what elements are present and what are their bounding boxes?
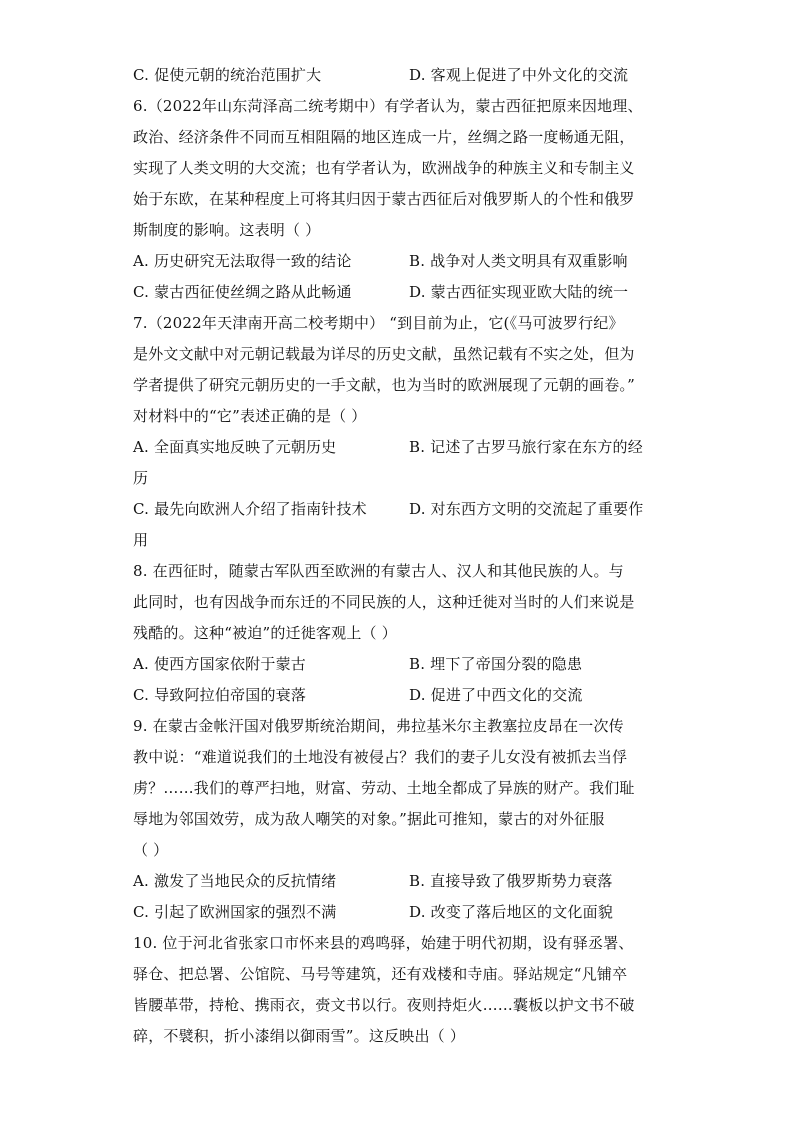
q9-option-b[interactable]: B. 直接导致了俄罗斯势力衰落 (409, 872, 613, 890)
q7-stem-line: 学者提供了研究元朝历史的一手文献，也为当时的欧洲展现了元朝的画卷。” (133, 376, 635, 394)
q6-option-b[interactable]: B. 战争对人类文明具有双重影响 (409, 252, 628, 270)
q10-stem-line: 皆腰革带，持枪、携雨衣，赍文书以行。夜则持炬火……囊板以护文书不破 (133, 996, 635, 1014)
q9-option-d[interactable]: D. 改变了落后地区的文化面貌 (409, 903, 614, 921)
q6-stem-line: 政治、经济条件不同而互相阻隔的地区连成一片，丝绸之路一度畅通无阻， (133, 128, 635, 146)
q9-stem-line: 辱地为邻国效劳，成为敌人嘲笑的对象。”据此可推知，蒙古的对外征服 (133, 810, 605, 828)
q5-option-d[interactable]: D. 客观上促进了中外文化的交流 (409, 66, 629, 84)
question-6 (133, 91, 673, 308)
q5-option-c[interactable]: C. 促使元朝的统治范围扩大 (133, 66, 322, 84)
q6-option-c[interactable]: C. 蒙古西征使丝绸之路从此畅通 (133, 283, 352, 301)
q9-stem-line: （ ） (133, 841, 169, 859)
q9-stem-line: 教中说：“难道说我们的土地没有被侵占？我们的妻子儿女没有被抓去当俘 (133, 748, 628, 766)
q9-options-row-cd (133, 897, 673, 928)
q6-option-a[interactable]: A. 历史研究无法取得一致的结论 (133, 252, 352, 270)
q8-option-a[interactable]: A. 使西方国家依附于蒙古 (133, 655, 306, 673)
q6-stem-line: 6.（2022年山东菏泽高二统考期中）有学者认为，蒙古西征把原来因地理、 (133, 97, 643, 115)
q8-option-c[interactable]: C. 导致阿拉伯帝国的衰落 (133, 686, 307, 704)
q7-option-b-wrap: 历 (133, 469, 149, 487)
q7-options-row-ab (133, 432, 673, 463)
q10-stem-line: 10. 位于河北省张家口市怀来县的鸡鸣驿，始建于明代初期，设有驿丞署、 (133, 934, 634, 952)
q8-option-d[interactable]: D. 促进了中西文化的交流 (409, 686, 583, 704)
q6-option-d[interactable]: D. 蒙古西征实现亚欧大陆的统一 (409, 283, 629, 301)
q5-options-row-cd (133, 60, 673, 91)
q8-option-b[interactable]: B. 埋下了帝国分裂的隐患 (409, 655, 583, 673)
q8-stem-line: 8. 在西征时，随蒙古军队西至欧洲的有蒙古人、汉人和其他民族的人。与 (133, 562, 624, 580)
q6-stem-line: 始于东欧，在某种程度上可将其归因于蒙古西征后对俄罗斯人的个性和俄罗 (133, 190, 635, 208)
q7-option-c[interactable]: C. 最先向欧洲人介绍了指南针技术 (133, 500, 367, 518)
q9-option-a[interactable]: A. 激发了当地民众的反抗情绪 (133, 872, 337, 890)
q7-stem-line: 对材料中的“它”表述正确的是（ ） (133, 407, 367, 425)
q9-stem-line: 虏？……我们的尊严扫地，财富、劳动、土地全都成了异族的财产。我们耻 (133, 779, 635, 797)
q8-stem-line: 此同时，也有因战争而东迁的不同民族的人，这种迁徙对当时的人们来说是 (133, 593, 635, 611)
q7-stem-line: 7.（2022年天津南开高二校考期中） “到目前为止，它(《马可波罗行纪》 (133, 314, 624, 332)
question-8 (133, 556, 673, 711)
q6-options-row-cd (133, 277, 673, 308)
q10-stem-line: 碎，不襞积，折小漆绢以御雨雪”。这反映出（ ） (133, 1027, 466, 1045)
q7-option-b[interactable]: B. 记述了古罗马旅行家在东方的经 (409, 438, 643, 456)
q9-stem-line: 9. 在蒙古金帐汗国对俄罗斯统治期间，弗拉基米尔主教塞拉皮昂在一次传 (133, 717, 624, 735)
q10-stem-line: 驿仓、把总署、公馆院、马号等建筑，还有戏楼和寺庙。驿站规定“凡铺卒 (133, 965, 628, 983)
q6-stem-line: 实现了人类文明的大交流；也有学者认为，欧洲战争的种族主义和专制主义 (133, 159, 635, 177)
question-10 (133, 928, 673, 1052)
q8-options-row-ab (133, 649, 673, 680)
q9-options-row-ab (133, 866, 673, 897)
question-7 (133, 308, 673, 556)
question-page (133, 60, 673, 1052)
q8-stem-line: 残酷的。这种“被迫”的迁徙客观上（ ） (133, 624, 397, 642)
q7-option-d-wrap: 用 (133, 531, 149, 549)
q7-stem-line: 是外文文献中对元朝记载最为详尽的历史文献，虽然记载有不实之处，但为 (133, 345, 635, 363)
q8-options-row-cd (133, 680, 673, 711)
q9-option-c[interactable]: C. 引起了欧洲国家的强烈不满 (133, 903, 337, 921)
q6-options-row-ab (133, 246, 673, 277)
question-9 (133, 711, 673, 928)
q7-options-row-cd (133, 494, 673, 525)
q6-stem-line: 斯制度的影响。这表明（ ） (133, 221, 321, 239)
q7-option-d[interactable]: D. 对东西方文明的交流起了重要作 (409, 500, 644, 518)
q7-option-a[interactable]: A. 全面真实地反映了元朝历史 (133, 438, 337, 456)
